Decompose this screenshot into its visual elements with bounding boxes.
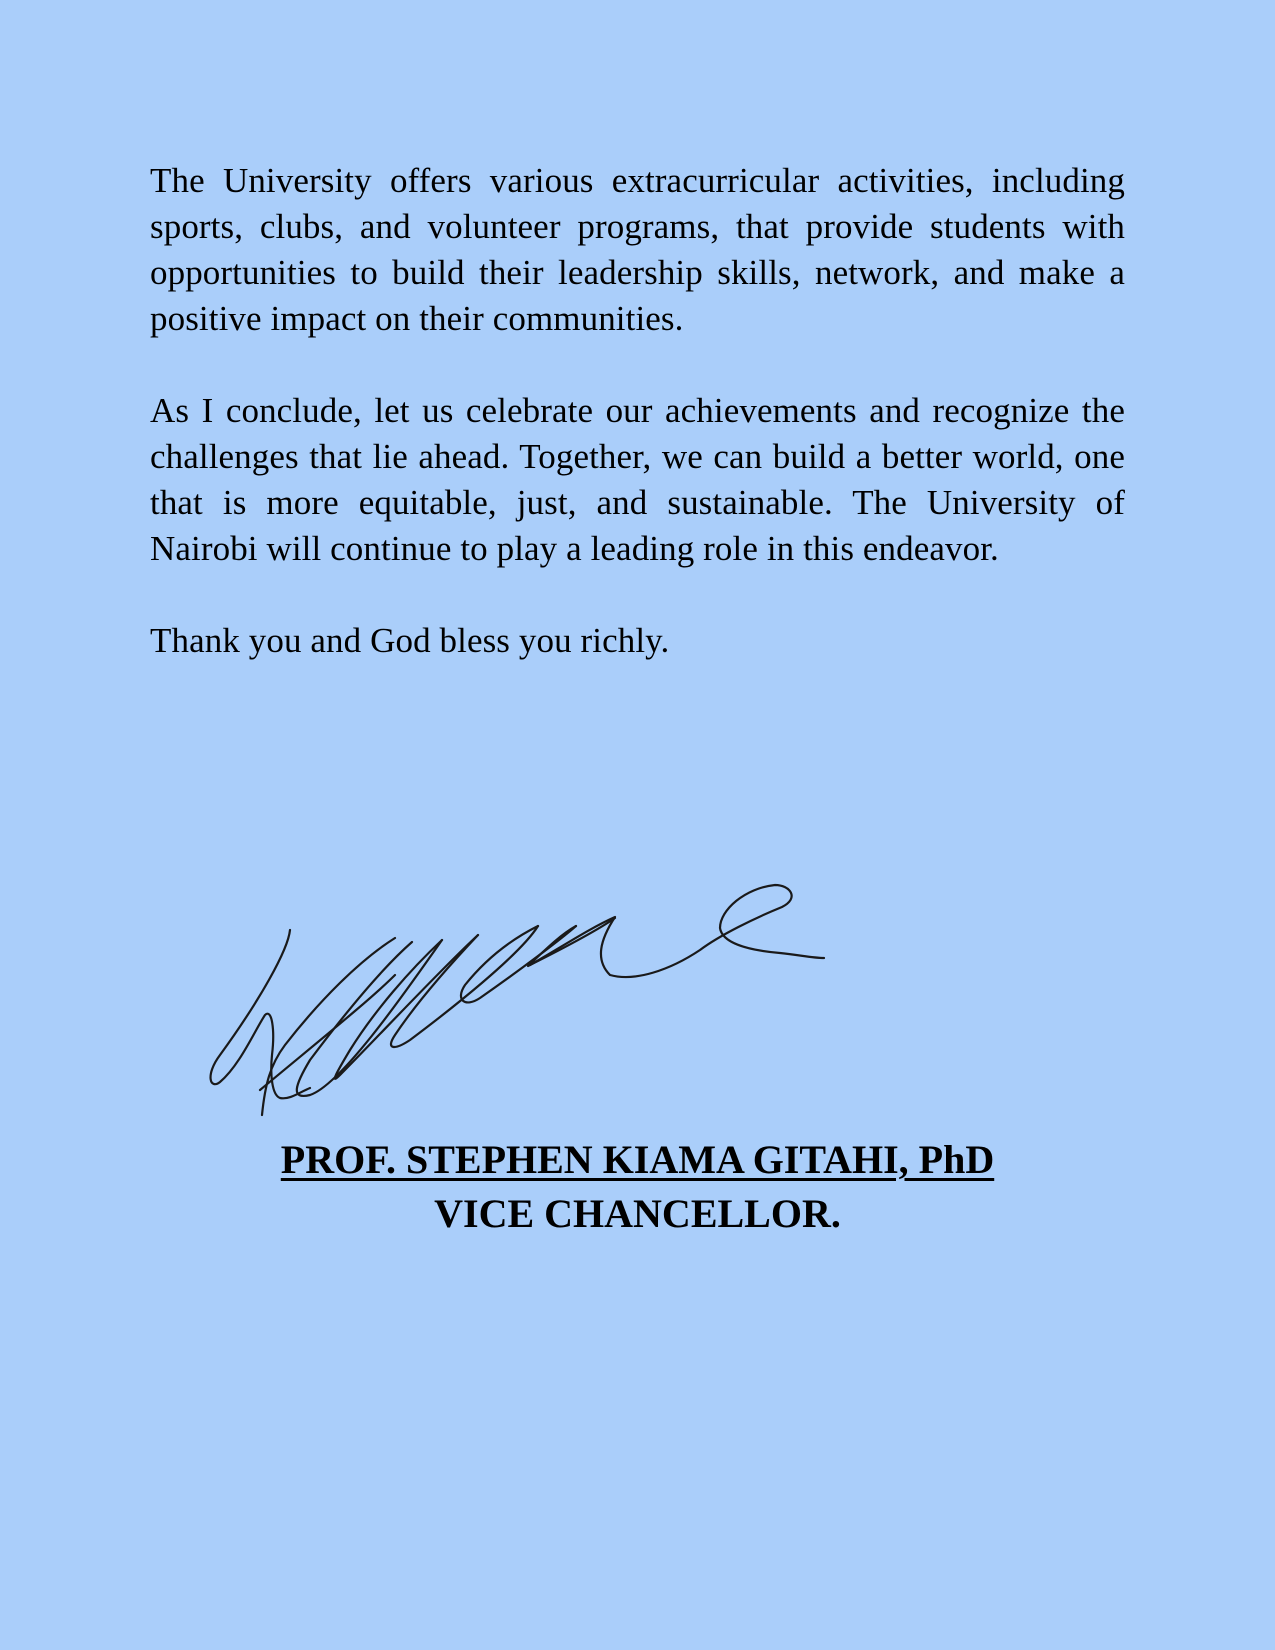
- signature-stroke: [530, 885, 824, 977]
- signature-block: [0, 1135, 1275, 1239]
- signature-stroke: [335, 935, 478, 1079]
- paragraph-extracurricular: The University offers various extracurricular activities, including sports, clubs, and volunteer programs, that provide students with opportunities to build their leadership skills, network, and make a positive impact on their communities.: [150, 161, 1125, 338]
- signature-stroke: [262, 938, 395, 1115]
- handwritten-signature: [200, 860, 1060, 1120]
- signature-stroke: [297, 940, 442, 1096]
- signatory-title: VICE CHANCELLOR.: [434, 1191, 841, 1236]
- letter-body: [150, 158, 1125, 710]
- signature-stroke: [211, 930, 310, 1098]
- signatory-name: PROF. STEPHEN KIAMA GITAHI, PhD: [280, 1137, 995, 1182]
- paragraph-closing: Thank you and God bless you richly.: [150, 621, 670, 660]
- paragraph-conclusion: As I conclude, let us celebrate our achievements and recognize the challenges that lie ahead. Together, we can build a better world, one that is more equitable, just, and sustainable. The University of Nairobi will continue to play a leading role in this endeavor.: [150, 391, 1125, 568]
